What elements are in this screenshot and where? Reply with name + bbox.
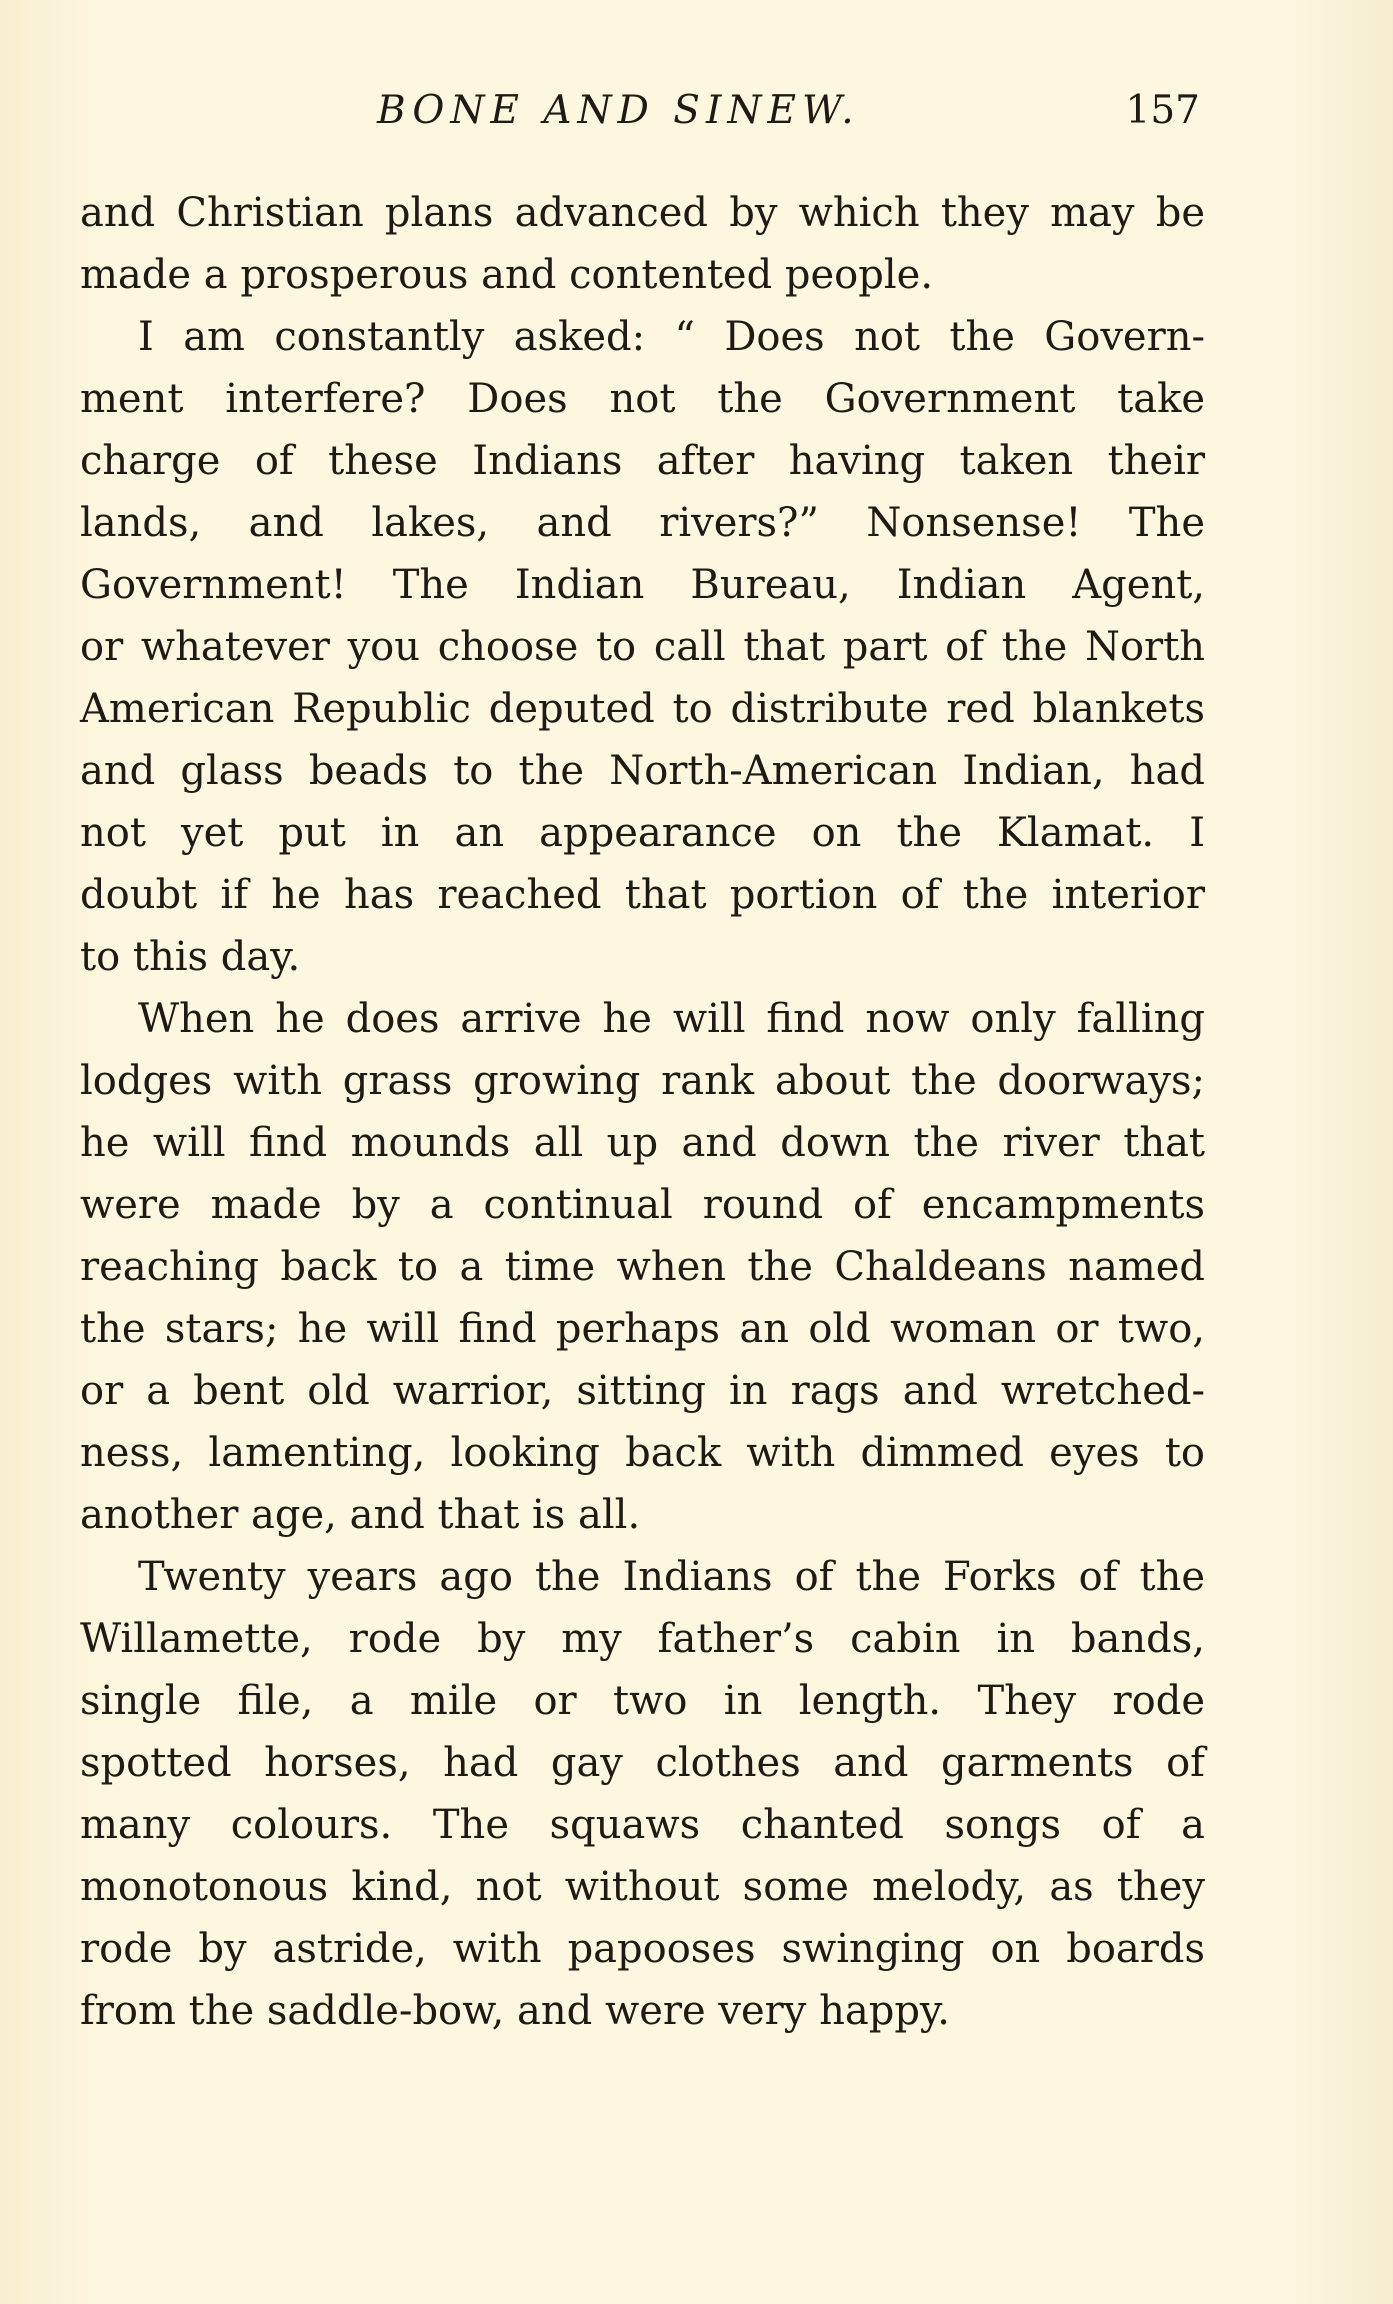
text-line: many colours. The squaws chanted songs of a	[80, 1802, 1205, 1848]
text-line: reaching back to a time when the Chaldeans named	[80, 1244, 1205, 1290]
text-line: from the saddle-bow, and were very happy.	[80, 1988, 950, 2034]
text-line: not yet put in an appearance on the Klamat. I	[80, 810, 1205, 856]
page-header	[90, 88, 1200, 148]
text-line: and Christian plans advanced by which they may be	[80, 190, 1205, 236]
text-line: were made by a continual round of encampments	[80, 1182, 1205, 1228]
text-line: charge of these Indians after having taken their	[80, 438, 1205, 484]
body-text	[80, 182, 1205, 2042]
text-line: single file, a mile or two in length. They rode	[80, 1678, 1205, 1724]
text-line: monotonous kind, not without some melody, as they	[80, 1864, 1205, 1910]
text-line: When he does arrive he will find now only falling	[138, 996, 1205, 1042]
running-head: BONE AND SINEW.	[377, 88, 860, 133]
text-line: American Republic deputed to distribute red blankets	[80, 686, 1205, 732]
text-line: doubt if he has reached that portion of the interior	[80, 872, 1205, 918]
text-line: lodges with grass growing rank about the doorways;	[80, 1058, 1205, 1104]
text-line: or whatever you choose to call that part of the North	[80, 624, 1205, 670]
text-line: or a bent old warrior, sitting in rags and wretched-	[80, 1368, 1205, 1414]
text-line: ness, lamenting, looking back with dimmed eyes to	[80, 1430, 1205, 1476]
text-line: to this day.	[80, 934, 301, 980]
text-line: Willamette, rode by my father’s cabin in bands,	[80, 1616, 1205, 1662]
text-line: ment interfere? Does not the Government take	[80, 376, 1205, 422]
text-line: made a prosperous and contented people.	[80, 252, 934, 298]
text-line: spotted horses, had gay clothes and garments of	[80, 1740, 1205, 1786]
text-line: he will find mounds all up and down the river that	[80, 1120, 1205, 1166]
text-line: the stars; he will find perhaps an old woman or two,	[80, 1306, 1205, 1352]
text-line: another age, and that is all.	[80, 1492, 641, 1538]
page-number: 157	[1125, 88, 1200, 133]
text-line: I am constantly asked: “ Does not the Govern-	[138, 314, 1205, 360]
text-line: rode by astride, with papooses swinging on boards	[80, 1926, 1205, 1972]
text-line: lands, and lakes, and rivers?” Nonsense! The	[80, 500, 1205, 546]
text-line: and glass beads to the North-American Indian, had	[80, 748, 1205, 794]
text-line: Government! The Indian Bureau, Indian Agent,	[80, 562, 1205, 608]
text-line: Twenty years ago the Indians of the Forks of the	[138, 1554, 1205, 1600]
